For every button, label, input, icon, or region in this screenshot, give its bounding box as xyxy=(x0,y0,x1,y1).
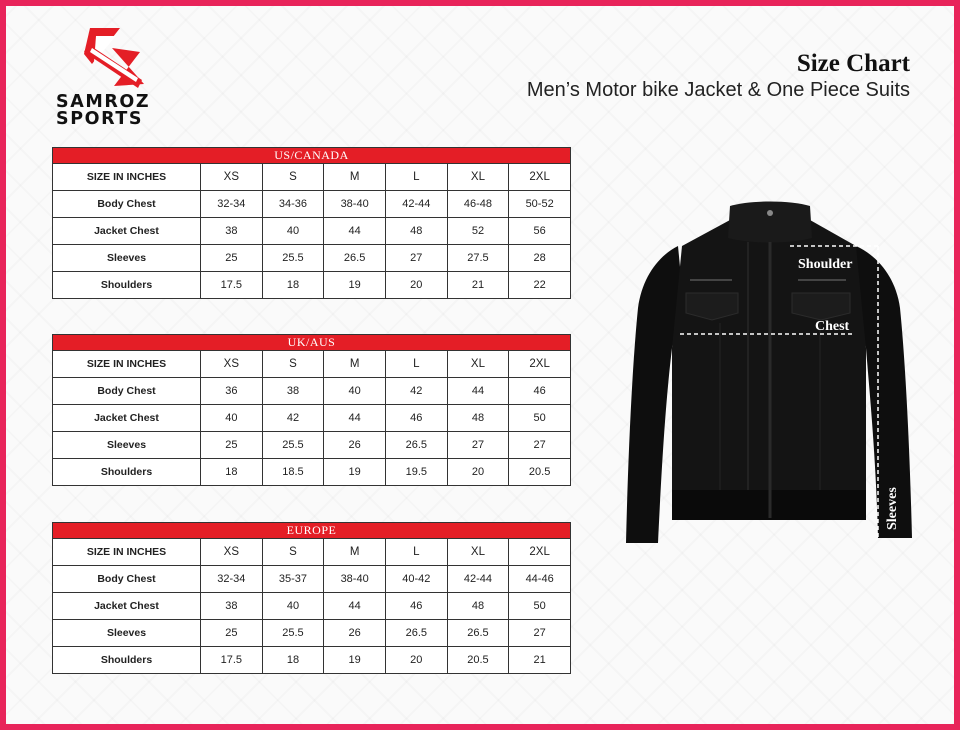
row-label: Body Chest xyxy=(53,191,201,218)
size-header: 2XL xyxy=(509,539,571,566)
table-row xyxy=(53,566,571,593)
table-cell: 27 xyxy=(509,620,571,647)
row-label: Jacket Chest xyxy=(53,593,201,620)
table-cell: 20 xyxy=(447,459,509,486)
sizes-label: SIZE IN INCHES xyxy=(53,539,201,566)
table-cell: 19 xyxy=(324,647,386,674)
row-label: Sleeves xyxy=(53,432,201,459)
table-cell: 44 xyxy=(324,593,386,620)
table-cell: 32-34 xyxy=(201,566,263,593)
size-header: L xyxy=(385,164,447,191)
size-header: XS xyxy=(201,351,263,378)
table-cell: 26 xyxy=(324,620,386,647)
table-cell: 48 xyxy=(447,593,509,620)
table-row xyxy=(53,647,571,674)
table-cell: 18 xyxy=(262,647,324,674)
table-cell: 21 xyxy=(509,647,571,674)
table-cell: 25 xyxy=(201,432,263,459)
size-header: M xyxy=(324,351,386,378)
table-cell: 17.5 xyxy=(201,647,263,674)
table-cell: 56 xyxy=(509,218,571,245)
jacket-image xyxy=(620,198,920,548)
size-table-us-canada xyxy=(52,147,571,299)
row-label: Body Chest xyxy=(53,378,201,405)
table-cell: 44 xyxy=(324,405,386,432)
size-header: S xyxy=(262,164,324,191)
table-cell: 20 xyxy=(385,272,447,299)
table-cell: 52 xyxy=(447,218,509,245)
table-cell: 48 xyxy=(447,405,509,432)
table-cell: 38 xyxy=(201,593,263,620)
size-header: L xyxy=(385,351,447,378)
table-cell: 27.5 xyxy=(447,245,509,272)
table-cell: 40 xyxy=(262,218,324,245)
row-label: Jacket Chest xyxy=(53,218,201,245)
row-label: Shoulders xyxy=(53,272,201,299)
table-cell: 20.5 xyxy=(509,459,571,486)
row-label: Sleeves xyxy=(53,245,201,272)
table-cell: 44 xyxy=(447,378,509,405)
table-cell: 32-34 xyxy=(201,191,263,218)
table-cell: 18.5 xyxy=(262,459,324,486)
table-cell: 42-44 xyxy=(447,566,509,593)
table-cell: 40 xyxy=(201,405,263,432)
table-cell: 26 xyxy=(324,432,386,459)
table-cell: 26.5 xyxy=(324,245,386,272)
size-header: L xyxy=(385,539,447,566)
table-cell: 20.5 xyxy=(447,647,509,674)
sleeves-label: Sleeves xyxy=(885,487,900,530)
table-cell: 19 xyxy=(324,459,386,486)
table-cell: 18 xyxy=(201,459,263,486)
table-cell: 22 xyxy=(509,272,571,299)
sizes-label: SIZE IN INCHES xyxy=(53,351,201,378)
table-cell: 42 xyxy=(385,378,447,405)
size-table-europe xyxy=(52,522,571,674)
table-cell: 46 xyxy=(385,593,447,620)
table-row xyxy=(53,191,571,218)
table-cell: 36 xyxy=(201,378,263,405)
brand-logo xyxy=(52,24,182,129)
table-cell: 46 xyxy=(385,405,447,432)
table-cell: 19 xyxy=(324,272,386,299)
table-cell: 40-42 xyxy=(385,566,447,593)
table-header-row xyxy=(53,351,571,378)
table-cell: 27 xyxy=(509,432,571,459)
brand-name xyxy=(56,94,150,128)
table-cell: 17.5 xyxy=(201,272,263,299)
size-header: S xyxy=(262,351,324,378)
table-cell: 27 xyxy=(385,245,447,272)
row-label: Shoulders xyxy=(53,459,201,486)
table-region-title: UK/AUS xyxy=(53,335,571,351)
size-table-uk-aus xyxy=(52,334,571,486)
page-subtitle: Men’s Motor bike Jacket & One Piece Suits xyxy=(526,79,910,101)
table-row xyxy=(53,218,571,245)
table-row xyxy=(53,378,571,405)
page-title: Size Chart xyxy=(796,50,910,77)
table-cell: 46-48 xyxy=(447,191,509,218)
table-row xyxy=(53,432,571,459)
table-cell: 26.5 xyxy=(385,620,447,647)
table-cell: 21 xyxy=(447,272,509,299)
table-cell: 38 xyxy=(262,378,324,405)
table-cell: 35-37 xyxy=(262,566,324,593)
logo-mark-icon xyxy=(82,24,152,90)
table-cell: 40 xyxy=(324,378,386,405)
table-cell: 27 xyxy=(447,432,509,459)
table-row xyxy=(53,272,571,299)
size-header: XS xyxy=(201,164,263,191)
row-label: Sleeves xyxy=(53,620,201,647)
table-cell: 25 xyxy=(201,245,263,272)
table-row xyxy=(53,593,571,620)
table-cell: 50 xyxy=(509,405,571,432)
table-cell: 19.5 xyxy=(385,459,447,486)
table-cell: 28 xyxy=(509,245,571,272)
size-header: M xyxy=(324,539,386,566)
table-row xyxy=(53,405,571,432)
table-cell: 50-52 xyxy=(509,191,571,218)
table-cell: 25.5 xyxy=(262,245,324,272)
table-cell: 46 xyxy=(509,378,571,405)
size-header: 2XL xyxy=(509,351,571,378)
table-cell: 38-40 xyxy=(324,566,386,593)
brand-name-line2: SPORTS xyxy=(56,109,144,129)
sizes-label: SIZE IN INCHES xyxy=(53,164,201,191)
jacket-illustration xyxy=(620,198,920,548)
table-cell: 18 xyxy=(262,272,324,299)
table-cell: 26.5 xyxy=(447,620,509,647)
table-cell: 26.5 xyxy=(385,432,447,459)
size-header: S xyxy=(262,539,324,566)
table-region-title: US/CANADA xyxy=(53,148,571,164)
table-region-title: EUROPE xyxy=(53,523,571,539)
table-cell: 40 xyxy=(262,593,324,620)
brand-name-line1: SAMROZ xyxy=(56,92,151,112)
size-header: XL xyxy=(447,164,509,191)
chest-label: Chest xyxy=(815,319,850,334)
table-row xyxy=(53,459,571,486)
row-label: Jacket Chest xyxy=(53,405,201,432)
table-cell: 42 xyxy=(262,405,324,432)
row-label: Shoulders xyxy=(53,647,201,674)
shoulder-label: Shoulder xyxy=(798,257,853,272)
row-label: Body Chest xyxy=(53,566,201,593)
table-row xyxy=(53,620,571,647)
table-cell: 25.5 xyxy=(262,432,324,459)
size-header: 2XL xyxy=(509,164,571,191)
table-cell: 38 xyxy=(201,218,263,245)
table-cell: 25.5 xyxy=(262,620,324,647)
table-cell: 44-46 xyxy=(509,566,571,593)
table-header-row xyxy=(53,539,571,566)
table-cell: 34-36 xyxy=(262,191,324,218)
size-header: XL xyxy=(447,351,509,378)
table-row xyxy=(53,245,571,272)
size-header: M xyxy=(324,164,386,191)
table-cell: 50 xyxy=(509,593,571,620)
table-cell: 42-44 xyxy=(385,191,447,218)
size-header: XL xyxy=(447,539,509,566)
table-cell: 44 xyxy=(324,218,386,245)
table-cell: 38-40 xyxy=(324,191,386,218)
table-cell: 20 xyxy=(385,647,447,674)
size-header: XS xyxy=(201,539,263,566)
table-cell: 25 xyxy=(201,620,263,647)
table-cell: 48 xyxy=(385,218,447,245)
table-header-row xyxy=(53,164,571,191)
